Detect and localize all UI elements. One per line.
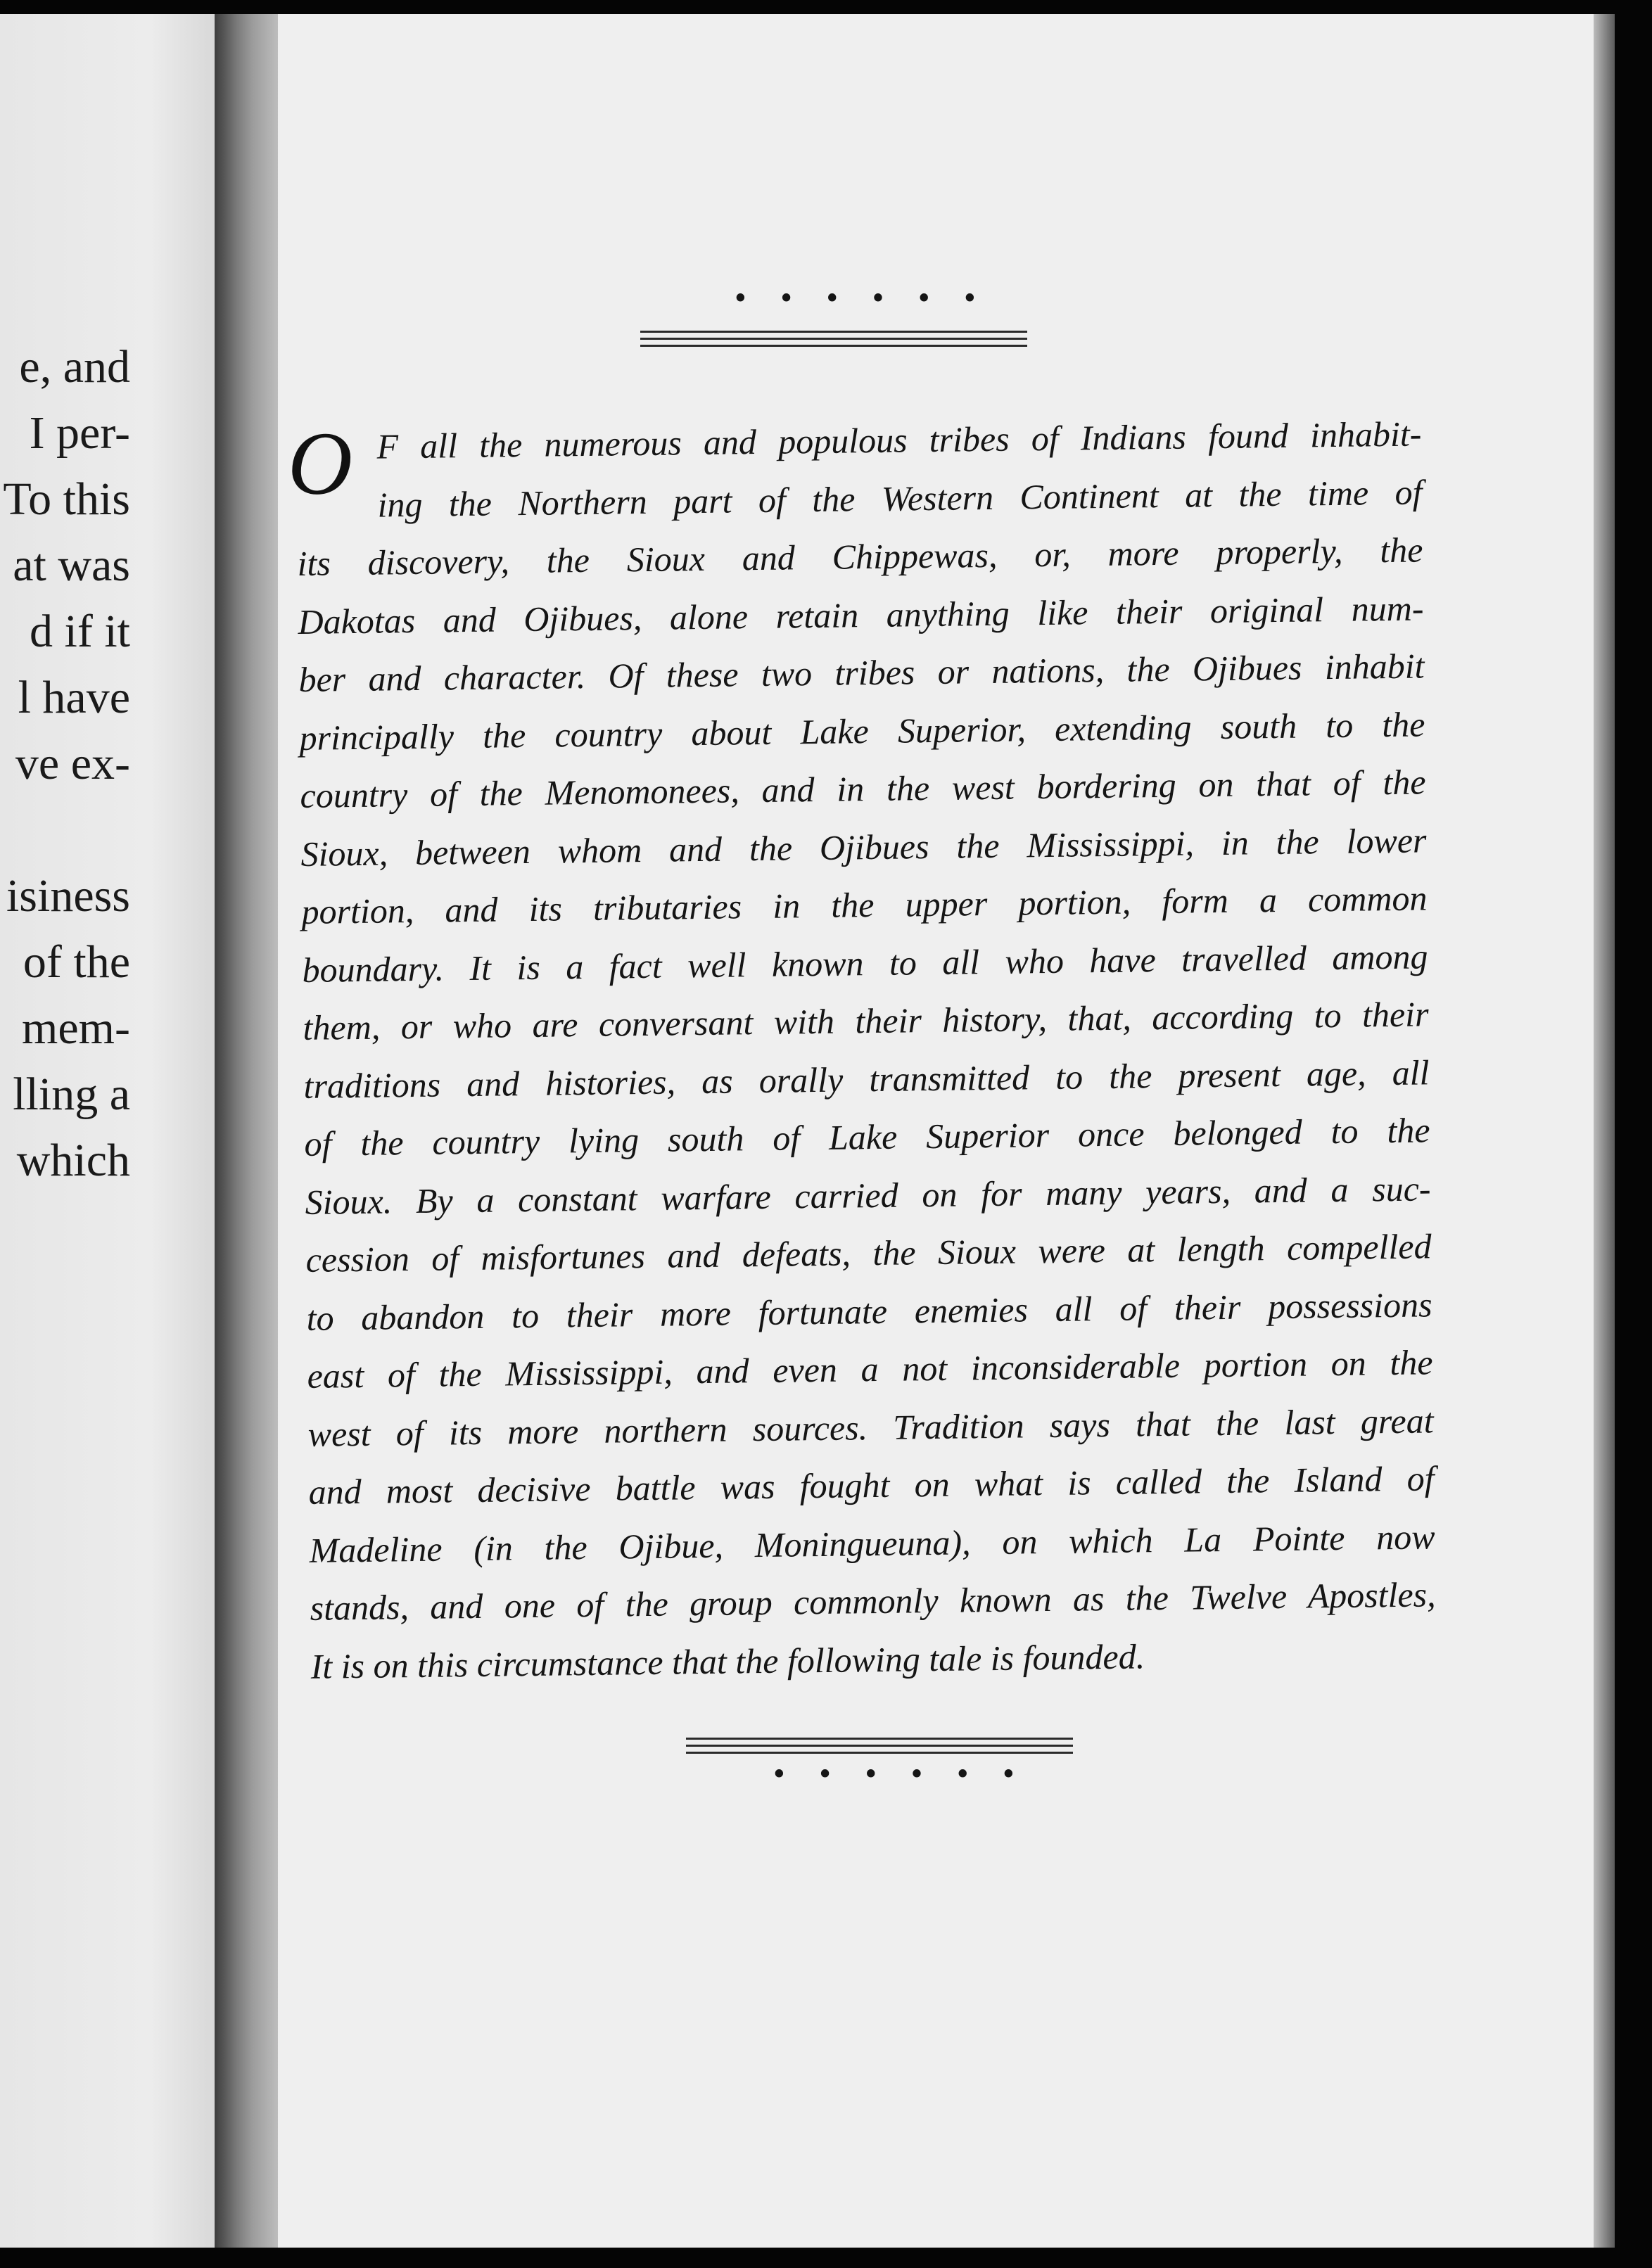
- facing-line: of the: [23, 936, 130, 988]
- text-line: traditions and histories, as orally transmitted to the present age, all: [303, 1052, 1430, 1106]
- text-line: Sioux. By a constant warfare carried on for many years, and a suc-: [305, 1168, 1431, 1222]
- text-line: and most decisive battle was fought on what is called the Island of: [308, 1458, 1435, 1512]
- text-line: It is on this circumstance that the following tale is founded.: [310, 1636, 1145, 1686]
- facing-line: l have: [18, 672, 130, 723]
- facing-line: which: [16, 1135, 130, 1186]
- text-line: Madeline (in the Ojibue, Moningueuna), on which La Pointe now: [309, 1516, 1435, 1570]
- text-line: Dakotas and Ojibues, alone retain anything like their original num-: [298, 587, 1424, 642]
- ornament-dots-bottom: • • • • • •: [774, 1758, 1028, 1790]
- facing-line-gap: [3, 797, 130, 863]
- text-line: country of the Menomonees, and in the west bordering on that of the: [300, 762, 1426, 815]
- facing-line: isiness: [6, 870, 130, 922]
- text-line: east of the Mississippi, and even a not inconsiderable portion on the: [307, 1342, 1433, 1396]
- book-gutter: [215, 14, 278, 2248]
- rule-line: [640, 331, 1027, 333]
- facing-page: [0, 14, 215, 2248]
- text-line: F all the numerous and populous tribes of Indians found inhabit-: [376, 414, 1422, 466]
- rule-line: [640, 345, 1027, 347]
- text-line: Sioux, between whom and the Ojibues the Mississippi, in the lower: [300, 820, 1427, 874]
- text-line: portion, and its tributaries in the upper portion, form a common: [301, 878, 1428, 931]
- facing-line: e, and: [19, 341, 130, 393]
- text-line: boundary. It is a fact well known to all who have travelled among: [302, 936, 1428, 990]
- text-line: stands, and one of the group commonly known as the Twelve Apostles,: [310, 1574, 1436, 1628]
- rule-line: [686, 1745, 1073, 1747]
- ornament-rules-top: [640, 331, 1034, 352]
- text-line: to abandon to their more fortunate enemies all of their possessions: [306, 1284, 1432, 1338]
- text-line: of the country lying south of Lake Superior once belonged to the: [304, 1110, 1430, 1164]
- text-line: ing the Northern part of the Western Continent at the time of: [377, 471, 1423, 525]
- facing-line: mem-: [22, 1002, 130, 1054]
- page-edge-shadow: [1594, 14, 1615, 2248]
- facing-line: I per-: [29, 407, 130, 459]
- facing-page-text: [3, 334, 130, 1194]
- text-line: cession of misfortunes and defeats, the Sioux were at length compelled: [305, 1226, 1432, 1280]
- facing-line: ve ex-: [15, 738, 130, 789]
- rule-line: [686, 1738, 1073, 1740]
- drop-cap: O: [286, 413, 354, 514]
- text-line: principally the country about Lake Superior, extending south to the: [299, 703, 1425, 758]
- facing-line: To this: [3, 473, 130, 525]
- ornament-dots-top: • • • • • •: [735, 282, 989, 314]
- text-line: west of its more northern sources. Tradition says that the last great: [307, 1400, 1434, 1454]
- facing-line: at was: [13, 540, 130, 591]
- text-line: them, or who are conversant with their history, that, according to their: [303, 994, 1429, 1047]
- facing-line: d if it: [30, 606, 130, 657]
- body-paragraph: [286, 404, 1437, 1695]
- ornament-rules-bottom: [686, 1738, 1080, 1759]
- text-line: ber and character. Of these two tribes or nations, the Ojibues inhabit: [298, 646, 1425, 699]
- facing-line: lling a: [13, 1069, 130, 1120]
- text-line: its discovery, the Sioux and Chippewas, or, more properly, the: [297, 530, 1423, 583]
- rule-line: [640, 338, 1027, 340]
- rule-line: [686, 1752, 1073, 1754]
